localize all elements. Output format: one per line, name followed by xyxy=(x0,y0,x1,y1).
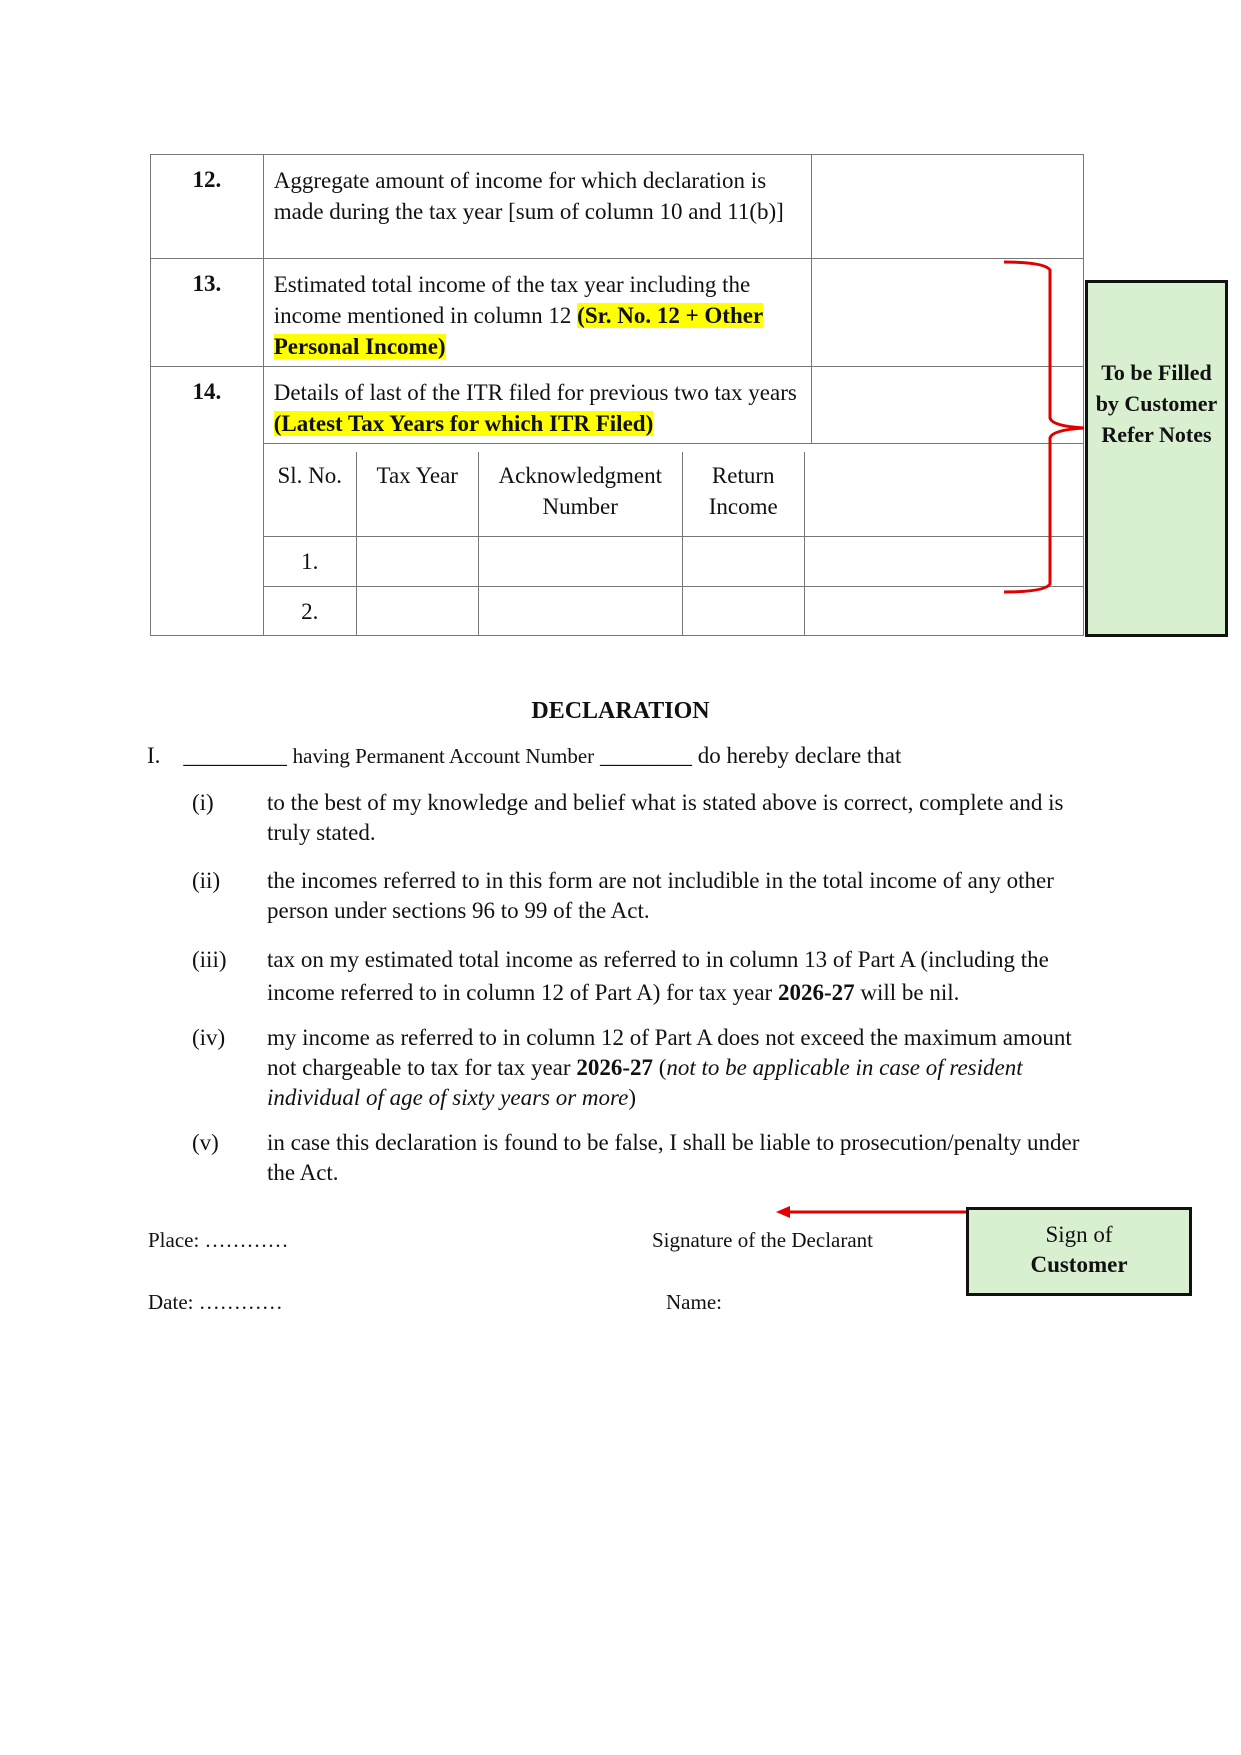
itr-row-1 xyxy=(151,537,1084,587)
tax-year-cell[interactable] xyxy=(356,537,478,586)
table-row-12 xyxy=(151,155,1084,259)
sign-of-customer-note: Sign of Customer xyxy=(966,1207,1192,1296)
name-blank[interactable]: _________ xyxy=(183,743,287,768)
sl-no: 1. xyxy=(264,537,357,586)
income-details-table xyxy=(150,154,1084,636)
header-return-income: Return Income xyxy=(682,452,804,536)
ack-number-cell[interactable] xyxy=(478,587,682,635)
fill-by-customer-note: To be Filled by Customer Refer Notes xyxy=(1085,280,1228,637)
curly-bracket-icon xyxy=(1000,258,1090,598)
sl-no: 2. xyxy=(264,587,357,635)
ack-number-cell[interactable] xyxy=(478,537,682,586)
row-number: 13. xyxy=(151,259,264,367)
itr-subtable-header xyxy=(151,444,1084,537)
signature-label[interactable]: Signature of the Declarant xyxy=(652,1228,873,1252)
return-income-cell[interactable] xyxy=(682,587,804,635)
declaration-title: DECLARATION xyxy=(531,698,710,724)
itr-row-2 xyxy=(151,587,1084,636)
row-number: 12. xyxy=(151,155,264,259)
arrow-left-icon xyxy=(776,1204,972,1220)
pan-blank[interactable]: ________ xyxy=(599,743,692,768)
table-row-14 xyxy=(151,367,1084,444)
name-field[interactable]: Name: xyxy=(666,1290,722,1314)
place-field[interactable]: Place: ………… xyxy=(148,1228,289,1252)
declaration-intro: I. _________ having Permanent Account Number ________ do hereby declare that xyxy=(147,743,902,768)
highlight-note: (Sr. No. 12 + Other Personal Income) xyxy=(273,303,764,359)
header-tax-year: Tax Year xyxy=(356,452,478,536)
row-description: Details of last of the ITR filed for previous two tax years (Latest Tax Years for which ITR Filed) xyxy=(273,380,797,436)
row-description: Aggregate amount of income for which declaration is made during the tax year [sum of column 10 and 11(b)] xyxy=(263,155,812,259)
return-income-cell[interactable] xyxy=(682,537,804,586)
date-field[interactable]: Date: ………… xyxy=(148,1290,283,1314)
value-cell-12[interactable] xyxy=(812,155,1084,259)
highlight-note: (Latest Tax Years for which ITR Filed) xyxy=(273,411,654,436)
row-number: 14. xyxy=(151,367,264,636)
table-row-13 xyxy=(151,259,1084,367)
row-description: Estimated total income of the tax year including the income mentioned in column 12 (Sr. No. 12 + Other Personal Income) xyxy=(263,259,812,367)
tax-year-cell[interactable] xyxy=(356,587,478,635)
header-sl-no: Sl. No. xyxy=(264,452,357,536)
header-ack-number: Acknowledgment Number xyxy=(478,452,682,536)
